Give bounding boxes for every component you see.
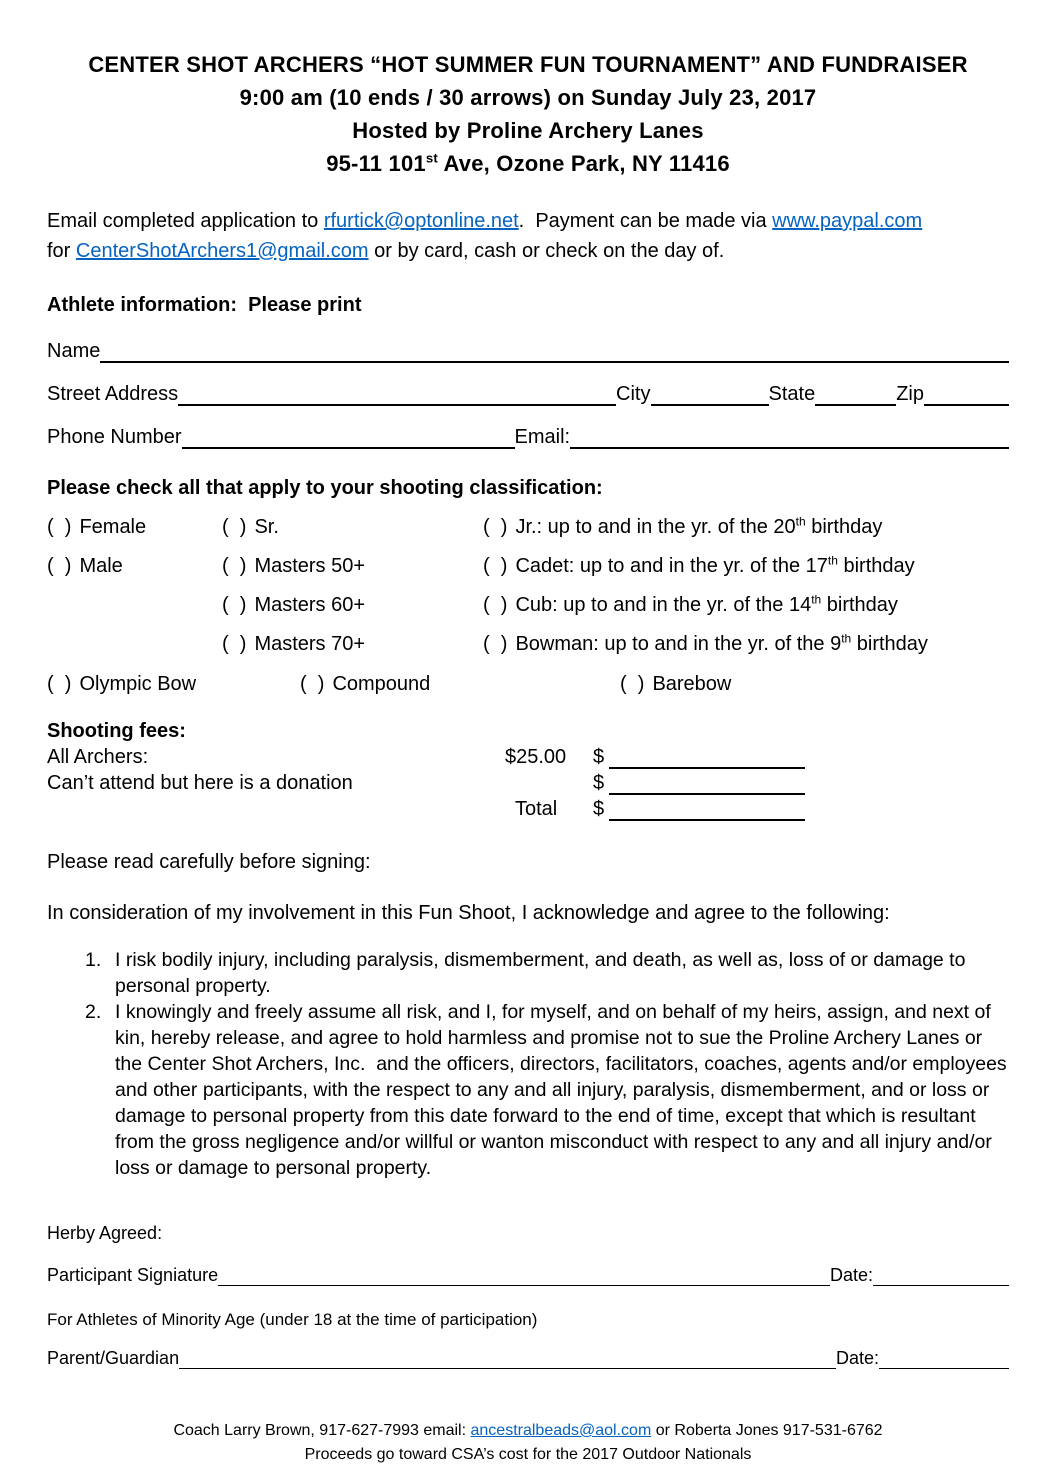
option-compound xyxy=(300,673,620,696)
state-label: State xyxy=(768,383,816,405)
option-bowman-label: Bowman: up to and in the yr. of the 9 xyxy=(515,633,842,655)
checkbox-compound: ( ) xyxy=(300,673,325,695)
street-address-field-line xyxy=(178,382,616,406)
email-link-centershotarchers[interactable]: CenterShotArchers1@gmail.com xyxy=(75,240,369,262)
footer-text-2: or Roberta Jones 917-531-6762 xyxy=(651,1422,883,1439)
dollar-sign: $ xyxy=(593,746,605,768)
total-label: Total xyxy=(515,798,558,820)
event-datetime: 9:00 am (10 ends / 30 arrows) on Sunday July 23, 2017 xyxy=(239,85,817,110)
participant-signature-line xyxy=(218,1264,830,1286)
address-row xyxy=(47,382,1009,406)
zip-label: Zip xyxy=(896,383,924,405)
option-masters60-label: Masters 60+ xyxy=(254,594,366,616)
address-post: Ave, Ozone Park, NY 11416 xyxy=(438,151,730,176)
checkbox-masters70: ( ) xyxy=(222,633,247,655)
event-address xyxy=(47,147,1009,180)
checkbox-olympic-bow: ( ) xyxy=(47,673,72,695)
legal-item-2-number: 2. xyxy=(85,1001,102,1023)
intro-text-3: for xyxy=(47,240,76,262)
dollar-sign: $ xyxy=(593,798,605,820)
classification-row-3 xyxy=(47,594,1009,617)
name-label: Name xyxy=(47,340,101,362)
street-address-label: Street Address xyxy=(47,383,179,405)
legal-item-1 xyxy=(85,947,1009,999)
address-pre: 95-11 101 xyxy=(326,151,426,176)
email-field-line xyxy=(570,425,1009,449)
email-link-ancestralbeads[interactable]: ancestralbeads@aol.com xyxy=(470,1422,652,1439)
phone-field-line xyxy=(182,425,515,449)
option-female-label: Female xyxy=(79,516,147,538)
option-masters60 xyxy=(222,594,483,617)
checkbox-masters50: ( ) xyxy=(222,555,247,577)
fees-heading: Shooting fees: xyxy=(47,720,186,742)
consideration-statement: In consideration of my involvement in this Fun Shoot, I acknowledge and agree to the following: xyxy=(47,902,890,924)
option-masters50-label: Masters 50+ xyxy=(254,555,366,577)
signature-block xyxy=(47,1223,1009,1369)
fee-field-line-total xyxy=(609,799,805,821)
checkbox-barebow: ( ) xyxy=(620,673,645,695)
option-jr-label-post: birthday xyxy=(805,516,883,538)
name-field-line xyxy=(100,339,1009,363)
checkbox-cadet: ( ) xyxy=(483,555,508,577)
option-cadet-ordinal: th xyxy=(827,553,838,568)
checkbox-masters60: ( ) xyxy=(222,594,247,616)
option-sr-label: Sr. xyxy=(254,516,279,538)
fee-row-donation xyxy=(47,772,1009,795)
checkbox-sr: ( ) xyxy=(222,516,247,538)
option-cadet-label: Cadet: up to and in the yr. of the 17 xyxy=(515,555,828,577)
option-masters70 xyxy=(222,633,483,656)
option-female xyxy=(47,516,222,539)
option-sr xyxy=(222,516,483,539)
legal-list xyxy=(47,947,1009,1181)
option-cadet xyxy=(483,555,1009,578)
read-carefully-note: Please read carefully before signing: xyxy=(47,851,371,873)
classification-row-4 xyxy=(47,633,1009,656)
phone-label: Phone Number xyxy=(47,426,182,448)
checkbox-bowman: ( ) xyxy=(483,633,508,655)
intro-text-1: Email completed application to xyxy=(47,210,324,232)
option-cub-ordinal: th xyxy=(811,592,822,607)
city-field-line xyxy=(651,382,769,406)
fee-amount-all-archers: $25.00 xyxy=(505,746,567,768)
email-link-rfurtick[interactable]: rfurtick@optonline.net xyxy=(323,210,519,232)
minority-age-note: For Athletes of Minority Age (under 18 at the time of participation) xyxy=(47,1310,538,1329)
option-olympic-bow xyxy=(47,673,300,696)
guardian-signature-line xyxy=(179,1347,836,1369)
legal-item-1-text: I risk bodily injury, including paralysis, dismemberment, and death, as well as, loss of or damage to personal property. xyxy=(115,949,966,997)
legal-item-2 xyxy=(85,999,1009,1181)
title-block xyxy=(47,48,1009,180)
classification-row-1 xyxy=(47,516,1009,539)
athlete-info-heading: Athlete information: Please print xyxy=(47,294,362,316)
zip-field-line xyxy=(924,382,1009,406)
guardian-date-label: Date: xyxy=(835,1348,879,1368)
option-masters50 xyxy=(222,555,483,578)
footer-text-1: Coach Larry Brown, 917-627-7993 email: xyxy=(173,1422,471,1439)
option-compound-label: Compound xyxy=(332,673,431,695)
guardian-label: Parent/Guardian xyxy=(47,1348,180,1368)
option-masters70-label: Masters 70+ xyxy=(254,633,366,655)
option-bowman-label-post: birthday xyxy=(851,633,928,655)
city-label: City xyxy=(616,383,651,405)
checkbox-male: ( ) xyxy=(47,555,72,577)
dollar-sign: $ xyxy=(593,772,605,794)
intro-text-2: . Payment can be made via xyxy=(518,210,773,232)
checkbox-cub: ( ) xyxy=(483,594,508,616)
fee-field-line-donation xyxy=(609,773,805,795)
guardian-signature-row xyxy=(47,1347,1009,1369)
guardian-date-line xyxy=(879,1347,1009,1369)
address-ordinal: st xyxy=(425,150,439,166)
fee-label-all-archers: All Archers: xyxy=(47,746,149,768)
participant-signature-label: Participant Signiature xyxy=(47,1265,219,1285)
option-cadet-label-post: birthday xyxy=(837,555,915,577)
phone-row xyxy=(47,425,1009,449)
checkbox-female: ( ) xyxy=(47,516,72,538)
fee-field-line-all-archers xyxy=(609,747,805,769)
option-jr-ordinal: th xyxy=(795,514,806,529)
option-male xyxy=(47,555,222,578)
option-bowman-ordinal: th xyxy=(841,631,852,646)
classification-heading: Please check all that apply to your shooting classification: xyxy=(47,477,603,499)
footer-contact-line xyxy=(47,1419,1009,1443)
option-jr xyxy=(483,516,1009,539)
herby-agreed-label: Herby Agreed: xyxy=(47,1223,163,1243)
option-cub-label-post: birthday xyxy=(821,594,898,616)
participant-date-line xyxy=(873,1264,1009,1286)
intro-text-4: or by card, cash or check on the day of. xyxy=(368,240,725,262)
option-barebow xyxy=(620,673,1009,696)
option-cub-label: Cub: up to and in the yr. of the 14 xyxy=(515,594,812,616)
footer-proceeds-line: Proceeds go toward CSA’s cost for the 2017 Outdoor Nationals xyxy=(304,1446,752,1463)
footer xyxy=(47,1419,1009,1467)
option-olympic-bow-label: Olympic Bow xyxy=(79,673,197,695)
classification-row-2 xyxy=(47,555,1009,578)
document-title: CENTER SHOT ARCHERS “HOT SUMMER FUN TOURNAMENT” AND FUNDRAISER xyxy=(88,52,968,77)
fee-row-all-archers xyxy=(47,746,1009,769)
option-bowman xyxy=(483,633,1009,656)
checkbox-jr: ( ) xyxy=(483,516,508,538)
event-host: Hosted by Proline Archery Lanes xyxy=(352,118,704,143)
state-field-line xyxy=(815,382,896,406)
option-barebow-label: Barebow xyxy=(652,673,732,695)
fee-label-donation: Can’t attend but here is a donation xyxy=(47,772,353,794)
participant-date-label: Date: xyxy=(829,1265,873,1285)
participant-signature-row xyxy=(47,1264,1009,1286)
option-cub xyxy=(483,594,1009,617)
option-jr-label: Jr.: up to and in the yr. of the 20 xyxy=(515,516,796,538)
intro-paragraph xyxy=(47,206,1009,266)
bow-type-row xyxy=(47,673,1009,696)
email-label: Email: xyxy=(514,426,571,448)
name-row xyxy=(47,339,1009,363)
fee-row-total xyxy=(47,798,1009,821)
paypal-link[interactable]: www.paypal.com xyxy=(772,210,923,232)
legal-item-1-number: 1. xyxy=(85,949,102,971)
legal-item-2-text: I knowingly and freely assume all risk, and I, for myself, and on behalf of my heirs, assign, and next of kin, hereby release, and agree to hold harmless and promise not to sue the Proline Archery Lanes or the Center Shot Archers, Inc. and the officers, directors, facilitators, coaches, agents and/or employees and other participants, with the respect to any and all injury, paralysis, dismemberment, and or loss or damage to personal property from this date forward to the end of time, except that which is resultant from the gross negligence and/or willful or wanton misconduct with respect to any and all injury and/or loss or damage to personal property. xyxy=(115,1001,1007,1179)
option-male-label: Male xyxy=(79,555,123,577)
